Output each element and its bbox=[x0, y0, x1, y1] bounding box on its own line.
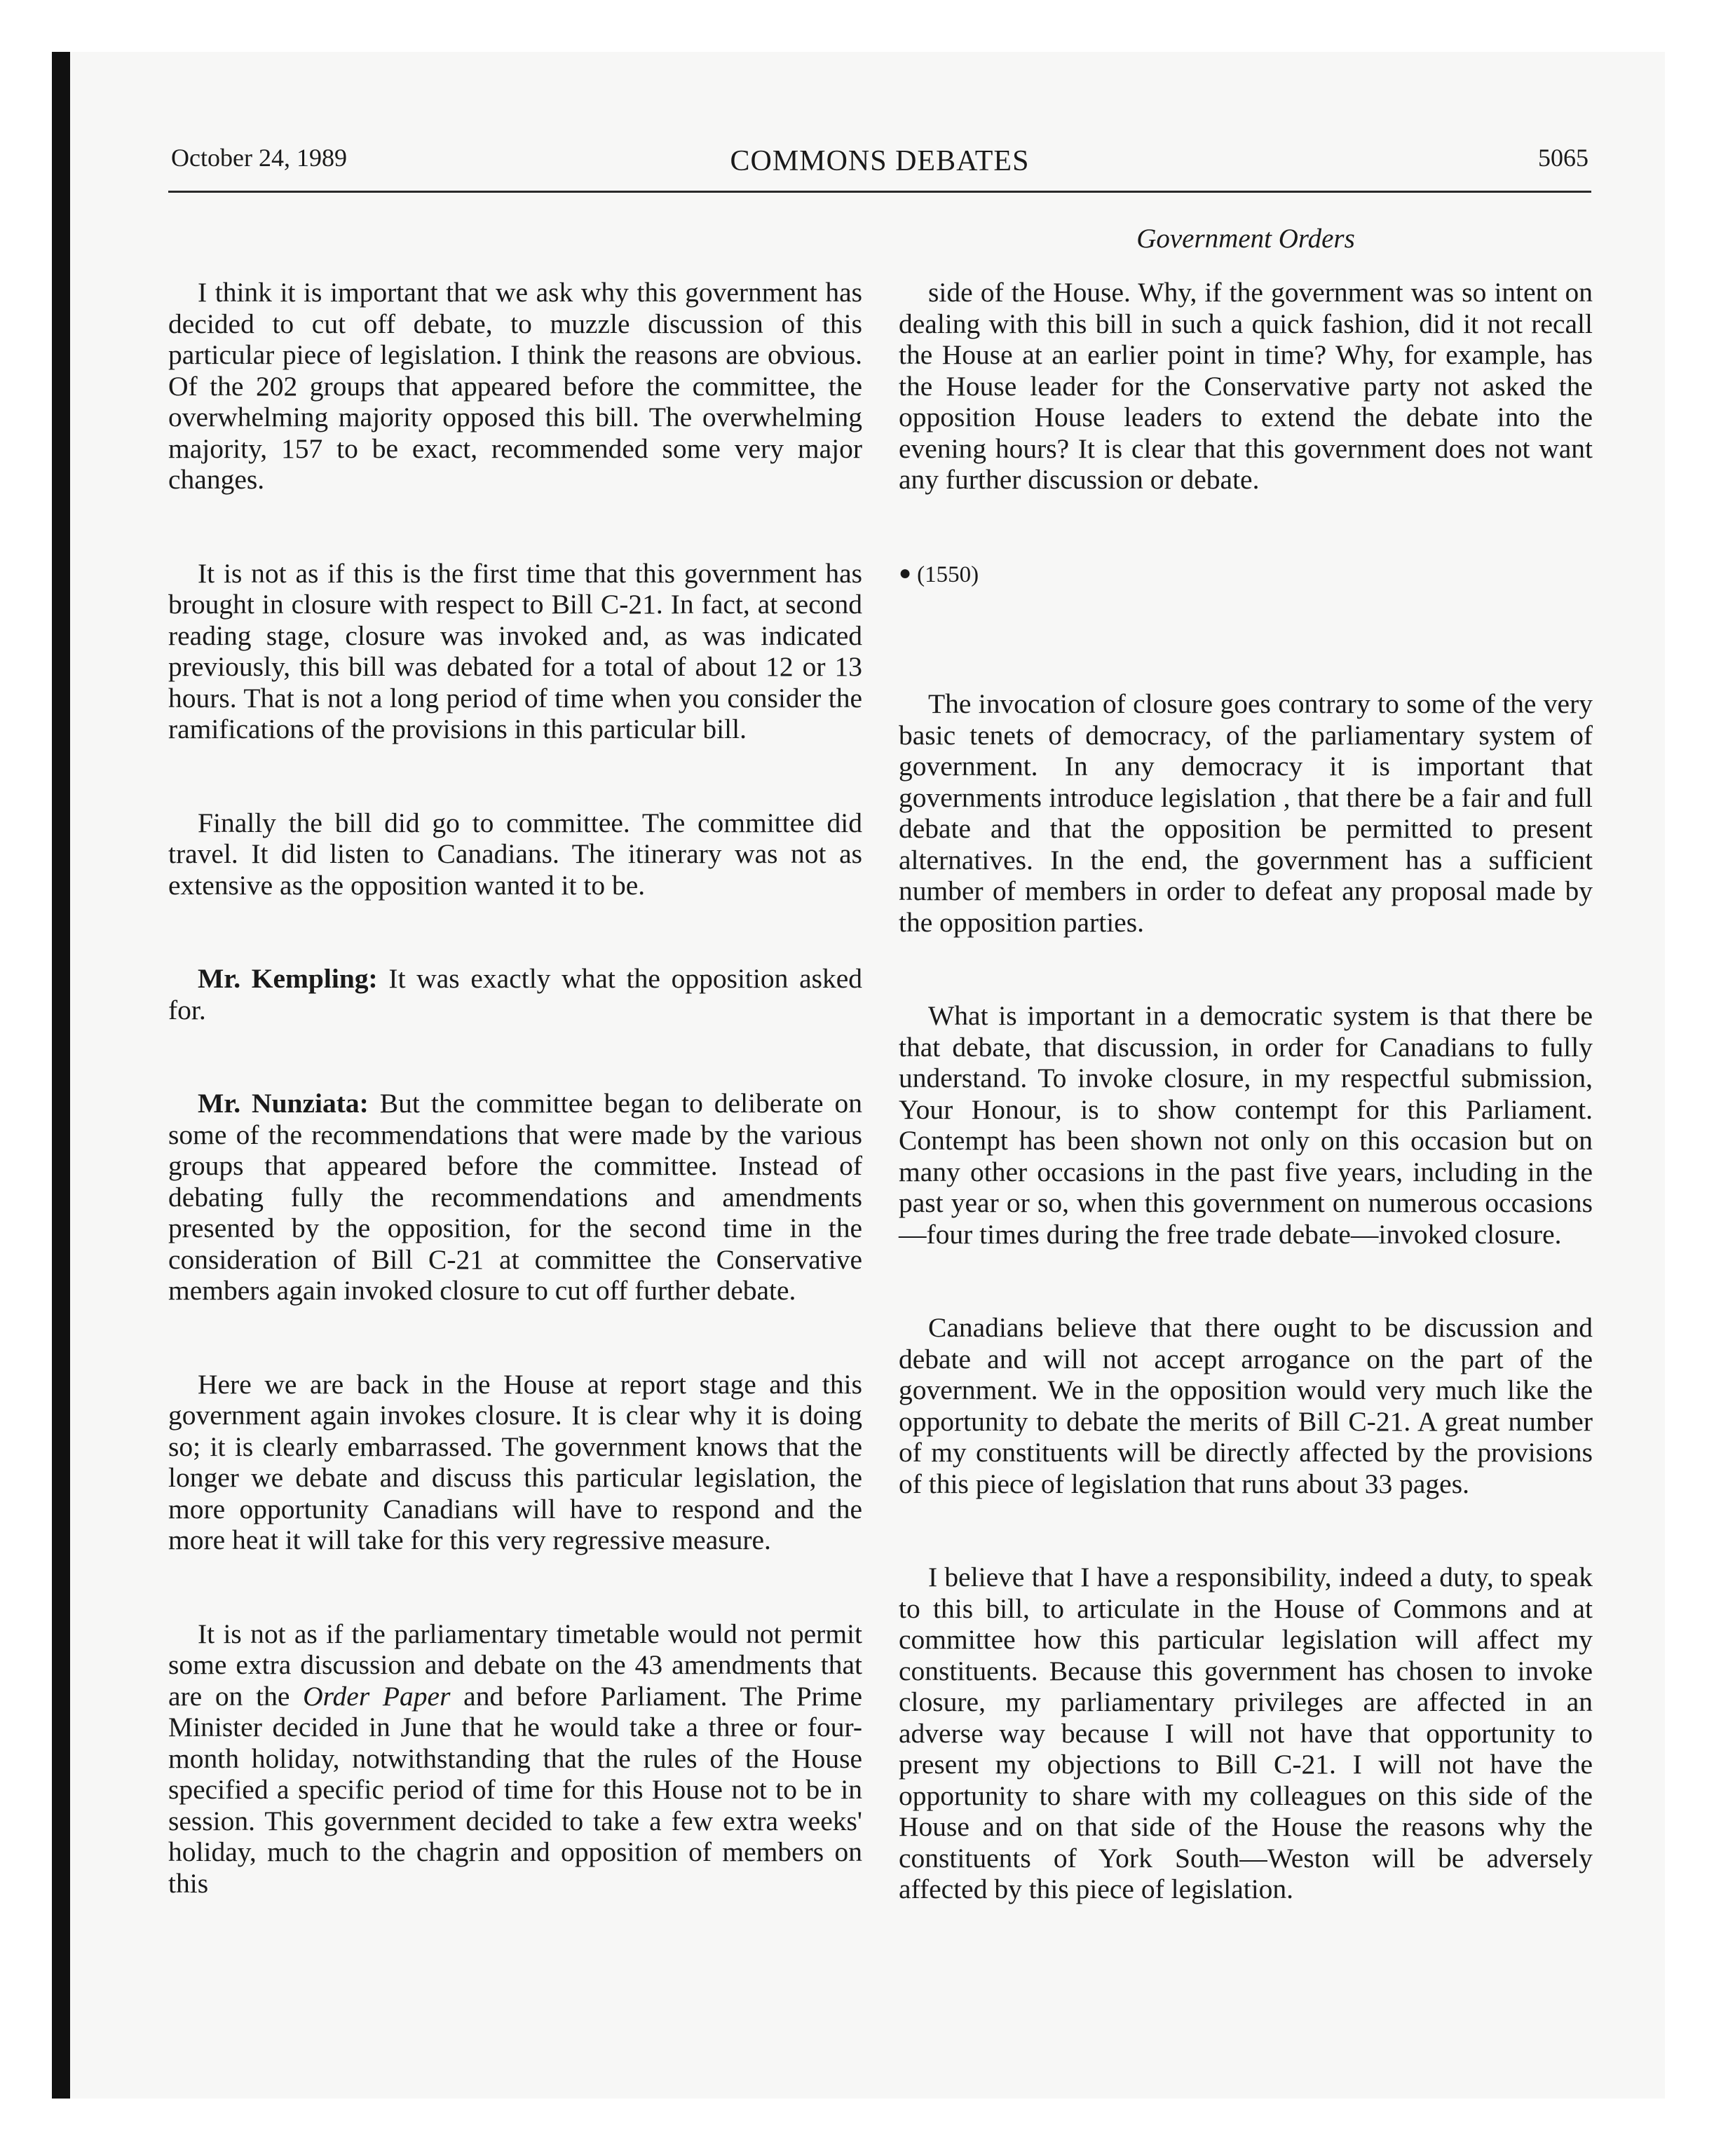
paragraph: Finally the bill did go to committee. The committee did travel. It did listen to Canadians. The itinerary was not as extensive as the opposition wanted it to be. bbox=[168, 807, 862, 901]
section-heading: Government Orders bbox=[1136, 224, 1355, 254]
paragraph: What is important in a democratic system is that there be that debate, that discussion, in order for Canadians to fully understand. To invoke closure, in my respectful submission, Your Honour, is to show contempt for this Parliament. Contempt has been shown not only on this occasion but on many other occasions in the past five years, including in the past year or so, when this government on numerous occasions—four times during the free trade debate—invoked closure. bbox=[899, 1000, 1593, 1250]
binding-edge-shadow bbox=[52, 52, 70, 2099]
right-column bbox=[899, 277, 1593, 1905]
header-title: COMMONS DEBATES bbox=[730, 145, 1030, 177]
time-marker-text: (1550) bbox=[917, 561, 979, 587]
paragraph: I think it is important that we ask why this government has decided to cut off debate, to muzzle discussion of this particular piece of legislation. I think the reasons are obvious. Of the 202 groups that appeared before the committee, the overwhelming majority opposed this bill. The overwhelming majority, 157 to be exact, recommended some very major changes. bbox=[168, 277, 862, 495]
speaker-name: Mr. Kempling: bbox=[198, 963, 378, 994]
paragraph: I believe that I have a responsibility, indeed a duty, to speak to this bill, to articulate in the House of Commons and at committee how this particular legislation will affect my constituents. Because this government has chosen to invoke closure, my parliamentary privileges are affected in an adverse way because I will not have that opportunity to present my objections to Bill C-21. I will not have the opportunity to share with my colleagues on this side of the House and on that side of the House the reasons why the constituents of York South—Weston will be adversely affected by this piece of legislation. bbox=[899, 1562, 1593, 1904]
paragraph: Here we are back in the House at report stage and this government again invokes closure. It is clear why it is doing so; it is clearly embarrassed. The government knows that the longer we debate and discuss this particular legislation, the more opportunity Canadians will have to respond and the more heat it will take for this very regressive measure. bbox=[168, 1368, 862, 1555]
speaker-paragraph bbox=[168, 963, 862, 1025]
paragraph: It is not as if this is the first time that this government has brought in closure with respect to Bill C-21. In fact, at second reading stage, closure was invoked and, as was indicated previously, this bill was debated for a total of about 12 or 13 hours. That is not a long period of time when you consider the ramifications of the provisions in this particular bill. bbox=[168, 557, 862, 744]
paragraph: The invocation of closure goes contrary to some of the very basic tenets of democracy, of the parliamentary system of government. In any democracy it is important that governments introduce legislation , that there be a fair and full debate and that the opposition be permitted to present alternatives. In the end, the government has a sufficient number of members in order to defeat any proposal made by the opposition parties. bbox=[899, 688, 1593, 938]
speech-text: It was exactly what the opposition asked for. bbox=[168, 963, 862, 1025]
paragraph bbox=[168, 1618, 862, 1899]
paragraph-text: It is not as if the parliamentary timetable would not permit some extra discussion and debate on the 43 amendments that are on the bbox=[168, 1618, 862, 1712]
speaker-paragraph bbox=[168, 1088, 862, 1306]
page-number: 5065 bbox=[1538, 144, 1588, 172]
order-paper-title: Order Paper bbox=[303, 1680, 451, 1712]
left-column bbox=[168, 277, 862, 1899]
speech-text: But the committee began to deliberate on some of the recommendations that were made by the various groups that appeared before the committee. Instead of debating fully the recommendations and amendments presented by the opposition, for the second time in the consideration of Bill C-21 at committee the Conservative members again invoked closure to cut off further debate. bbox=[168, 1088, 862, 1306]
paragraph: side of the House. Why, if the government was so intent on dealing with this bill in such a quick fashion, did it not recall the House at an earlier point in time? Why, for example, has the House leader for the Conservative party not asked the opposition House leaders to extend the debate into the evening hours? It is clear that this government does not want any further discussion or debate. bbox=[899, 277, 1593, 495]
page-header bbox=[168, 140, 1591, 193]
paragraph: Canadians believe that there ought to be discussion and debate and will not accept arrogance on the part of the government. We in the opposition would very much like the opportunity to debate the merits of Bill C-21. A great number of my constituents will be directly affected by the provisions of this piece of legislation that runs about 33 pages. bbox=[899, 1312, 1593, 1499]
speaker-name: Mr. Nunziata: bbox=[198, 1088, 369, 1119]
header-date: October 24, 1989 bbox=[171, 144, 347, 172]
time-marker bbox=[899, 558, 1593, 591]
bullet-icon: ● bbox=[899, 561, 912, 585]
paragraph-text: and before Parliament. The Prime Minister decided in June that he would take a three or four-month holiday, notwithstanding that the rules of the House specified a specific period of time for this House not to be in session. This government decided to take a few extra weeks' holiday, much to the chagrin and opposition of members on this bbox=[168, 1680, 862, 1899]
